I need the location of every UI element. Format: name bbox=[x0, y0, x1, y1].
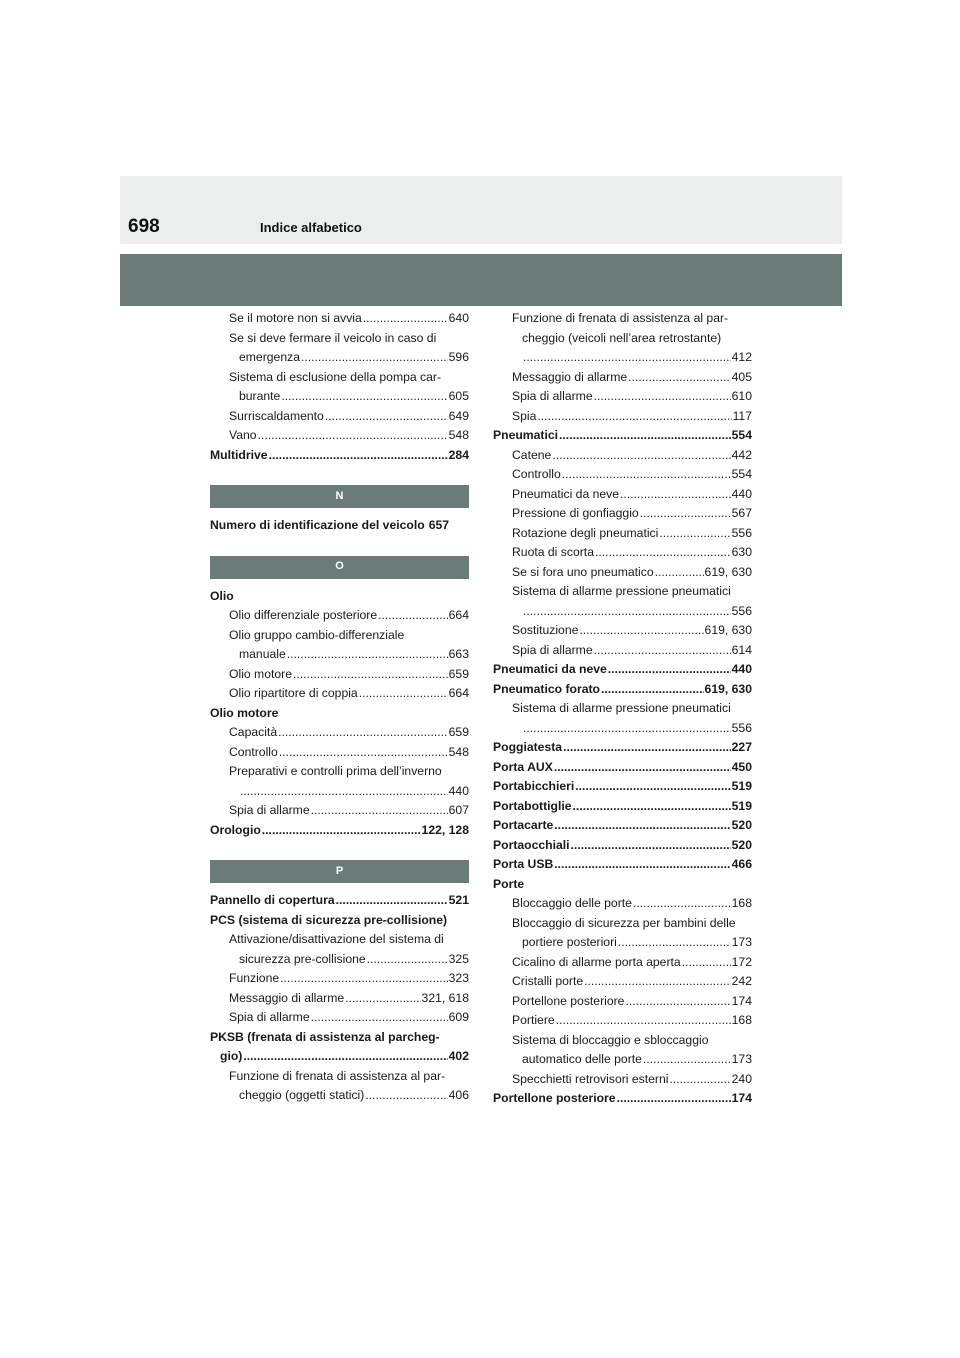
index-heading-entry: Poggiatesta ..... 227 bbox=[493, 738, 752, 758]
index-heading: Olio motore bbox=[210, 705, 279, 720]
index-heading: Porte bbox=[493, 876, 525, 891]
index-entry: Sistema di esclusione della pompa car- bbox=[229, 369, 442, 384]
index-entry: Messaggio di allarme ..... 321, 618 bbox=[210, 989, 469, 1009]
index-entry-continuation: ..... 440 bbox=[210, 782, 469, 802]
index-entry: Sistema di allarme pressione pneumatici bbox=[512, 584, 731, 598]
index-entry: Pneumatici da neve ..... 440 bbox=[493, 485, 752, 505]
index-entry-continuation: ..... 412 bbox=[493, 348, 752, 368]
index-entry: Spia ..... 117 bbox=[493, 407, 752, 427]
index-entry: Olio differenziale posteriore ..... 664 bbox=[210, 606, 469, 626]
index-entry: Bloccaggio delle porte ..... 168 bbox=[493, 894, 752, 914]
index-entry: Sistema di allarme pressione pneumatici bbox=[512, 701, 731, 715]
index-entry-continuation: manuale ..... 663 bbox=[210, 645, 469, 665]
index-entry: Messaggio di allarme ..... 405 bbox=[493, 368, 752, 388]
page-number: 698 bbox=[128, 216, 160, 237]
index-entry: Portiere ..... 168 bbox=[493, 1011, 752, 1031]
index-heading: PKSB (frenata di assistenza al parcheg- bbox=[210, 1029, 440, 1044]
index-entry-continuation: ..... 556 bbox=[493, 602, 752, 622]
index-heading-entry: Portabottiglie ..... 519 bbox=[493, 797, 752, 817]
index-entry: Preparativi e controlli prima dell’inverno bbox=[229, 764, 442, 778]
index-entry: Controllo ..... 548 bbox=[210, 743, 469, 763]
index-heading-entry: Porta USB ..... 466 bbox=[493, 855, 752, 875]
index-heading-entry: Pneumatici da neve ..... 440 bbox=[493, 660, 752, 680]
index-heading-entry: Portacarte ..... 520 bbox=[493, 816, 752, 836]
index-heading-entry: Pannello di copertura ..... 521 bbox=[210, 891, 469, 911]
section-title: Indice alfabetico bbox=[260, 220, 362, 235]
index-heading-entry: Portellone posteriore ..... 174 bbox=[493, 1089, 752, 1109]
index-column-left bbox=[210, 309, 469, 1106]
index-heading-entry: Orologio ..... 122, 128 bbox=[210, 821, 469, 841]
index-entry-continuation: ..... 556 bbox=[493, 719, 752, 739]
index-heading-entry: Portabicchieri ..... 519 bbox=[493, 777, 752, 797]
index-entry: Attivazione/disattivazione del sistema di bbox=[229, 932, 444, 946]
index-entry: Funzione di frenata di assistenza al par- bbox=[229, 1068, 446, 1083]
index-entry: Bloccaggio di sicurezza per bambini delle bbox=[512, 915, 736, 930]
index-entry: Se il motore non si avvia ..... 640 bbox=[210, 309, 469, 329]
index-entry-continuation: cheggio (veicoli nell’area retrostante) bbox=[522, 330, 722, 345]
page-header bbox=[120, 176, 842, 244]
index-entry: Se si deve fermare il veicolo in caso di bbox=[229, 330, 437, 345]
index-entry: Spia di allarme ..... 610 bbox=[493, 387, 752, 407]
index-entry: Sistema di bloccaggio e sbloccaggio bbox=[512, 1032, 709, 1047]
index-entry: Pressione di gonfiaggio ..... 567 bbox=[493, 504, 752, 524]
index-entry-continuation: emergenza ..... 596 bbox=[210, 348, 469, 368]
index-entry: Spia di allarme ..... 614 bbox=[493, 641, 752, 661]
letter-divider-n: N bbox=[210, 485, 469, 508]
letter-divider-o: O bbox=[210, 556, 469, 579]
index-heading-continuation: gio) ..... 402 bbox=[210, 1047, 469, 1067]
index-column-right bbox=[493, 309, 752, 1109]
index-entry: Catene ..... 442 bbox=[493, 446, 752, 466]
index-entry: Sostituzione ..... 619, 630 bbox=[493, 621, 752, 641]
index-heading-entry: Pneumatici ..... 554 bbox=[493, 426, 752, 446]
index-entry: Spia di allarme ..... 607 bbox=[210, 801, 469, 821]
index-entry: Surriscaldamento ..... 649 bbox=[210, 407, 469, 427]
index-entry: Funzione di frenata di assistenza al par- bbox=[512, 311, 729, 325]
index-entry: Controllo ..... 554 bbox=[493, 465, 752, 485]
letter-divider-p: P bbox=[210, 860, 469, 883]
index-entry: Olio motore ..... 659 bbox=[210, 665, 469, 685]
index-entry: Specchietti retrovisori esterni ..... 240 bbox=[493, 1070, 752, 1090]
index-entry: Olio gruppo cambio-differenziale bbox=[229, 627, 405, 642]
index-entry-continuation: sicurezza pre-collisione ..... 325 bbox=[210, 950, 469, 970]
index-entry-continuation: cheggio (oggetti statici) ..... 406 bbox=[210, 1086, 469, 1106]
index-entry: Se si fora uno pneumatico ..... 619, 630 bbox=[493, 563, 752, 583]
index-heading-entry: Pneumatico forato ..... 619, 630 bbox=[493, 680, 752, 700]
index-entry: Cristalli porte ..... 242 bbox=[493, 972, 752, 992]
header-decoration-band bbox=[120, 254, 842, 306]
index-entry: Portellone posteriore ..... 174 bbox=[493, 992, 752, 1012]
index-entry: Rotazione degli pneumatici ..... 556 bbox=[493, 524, 752, 544]
index-entry: Vano ..... 548 bbox=[210, 426, 469, 446]
index-heading: PCS (sistema di sicurezza pre-collisione) bbox=[210, 912, 448, 927]
index-heading: Olio bbox=[210, 588, 234, 603]
index-heading-entry: Numero di identificazione del veicolo 657 bbox=[210, 518, 450, 532]
index-entry: Ruota di scorta ..... 630 bbox=[493, 543, 752, 563]
index-entry: Capacità ..... 659 bbox=[210, 723, 469, 743]
index-entry: Cicalino di allarme porta aperta ..... 172 bbox=[493, 953, 752, 973]
index-heading-entry: Multidrive ..... 284 bbox=[210, 446, 469, 466]
index-entry: Funzione ..... 323 bbox=[210, 969, 469, 989]
index-heading-entry: Porta AUX ..... 450 bbox=[493, 758, 752, 778]
index-entry: Spia di allarme ..... 609 bbox=[210, 1008, 469, 1028]
index-entry-continuation: automatico delle porte ..... 173 bbox=[493, 1050, 752, 1070]
index-heading-entry: Portaocchiali ..... 520 bbox=[493, 836, 752, 856]
index-entry: Olio ripartitore di coppia ..... 664 bbox=[210, 684, 469, 704]
index-entry-continuation: portiere posteriori ..... 173 bbox=[493, 933, 752, 953]
index-entry-continuation: burante ..... 605 bbox=[210, 387, 469, 407]
